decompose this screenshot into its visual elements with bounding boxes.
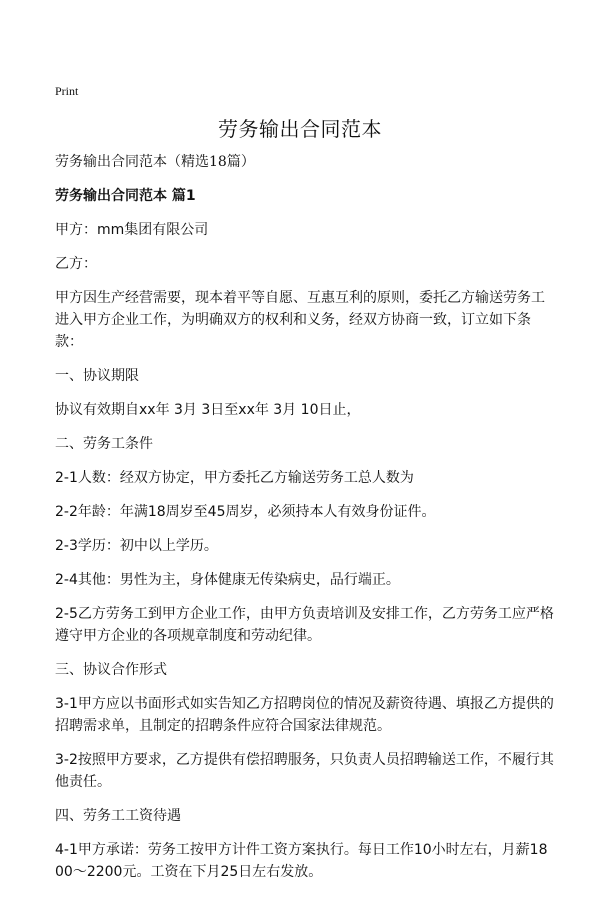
section-heading-2: 二、劳务工条件 bbox=[55, 436, 153, 452]
document-content bbox=[55, 151, 555, 883]
party-b: 乙方： bbox=[55, 256, 97, 272]
worker-age: 2-2年龄：年满18周岁至45周岁，必须持本人有效身份证件。 bbox=[55, 504, 436, 520]
section-heading-4: 四、劳务工工资待遇 bbox=[55, 808, 181, 824]
section-title: 劳务输出合同范本 篇1 bbox=[55, 188, 196, 204]
worker-training: 2-5乙方劳务工到甲方企业工作，由甲方负责培训及安排工作，乙方劳务工应严格遵守甲方企业的各项规章制度和劳动纪律。 bbox=[55, 606, 554, 644]
print-label: Print bbox=[55, 84, 79, 98]
worker-other: 2-4其他：男性为主，身体健康无传染病史，品行端正。 bbox=[55, 572, 400, 588]
worker-count: 2-1人数：经双方协定，甲方委托乙方输送劳务工总人数为 bbox=[55, 470, 414, 486]
section-heading-1: 一、协议期限 bbox=[55, 368, 139, 384]
intro-paragraph: 甲方因生产经营需要，现本着平等自愿、互惠互利的原则，委托乙方输送劳务工进入甲方企业工作，为明确双方的权利和义务，经双方协商一致，订立如下条款： bbox=[55, 290, 545, 350]
wage-terms: 4-1甲方承诺：劳务工按甲方计件工资方案执行。每日工作10小时左右，月薪1800～2200元。工资在下月25日左右发放。 bbox=[55, 842, 548, 880]
section-heading-3: 三、协议合作形式 bbox=[55, 662, 167, 678]
cooperation-3-1: 3-1甲方应以书面形式如实告知乙方招聘岗位的情况及薪资待遇、填报乙方提供的招聘需求单，且制定的招聘条件应符合国家法律规范。 bbox=[55, 696, 554, 734]
agreement-period: 协议有效期自xx年 3月 3日至xx年 3月 10日止， bbox=[55, 402, 361, 418]
party-a: 甲方：mm集团有限公司 bbox=[55, 222, 209, 238]
document-title: 劳务输出合同范本 bbox=[218, 117, 382, 141]
cooperation-3-2: 3-2按照甲方要求，乙方提供有偿招聘服务，只负责人员招聘输送工作，不履行其他责任。 bbox=[55, 752, 554, 790]
document-subtitle: 劳务输出合同范本（精选18篇） bbox=[55, 154, 255, 170]
worker-education: 2-3学历：初中以上学历。 bbox=[55, 538, 218, 554]
